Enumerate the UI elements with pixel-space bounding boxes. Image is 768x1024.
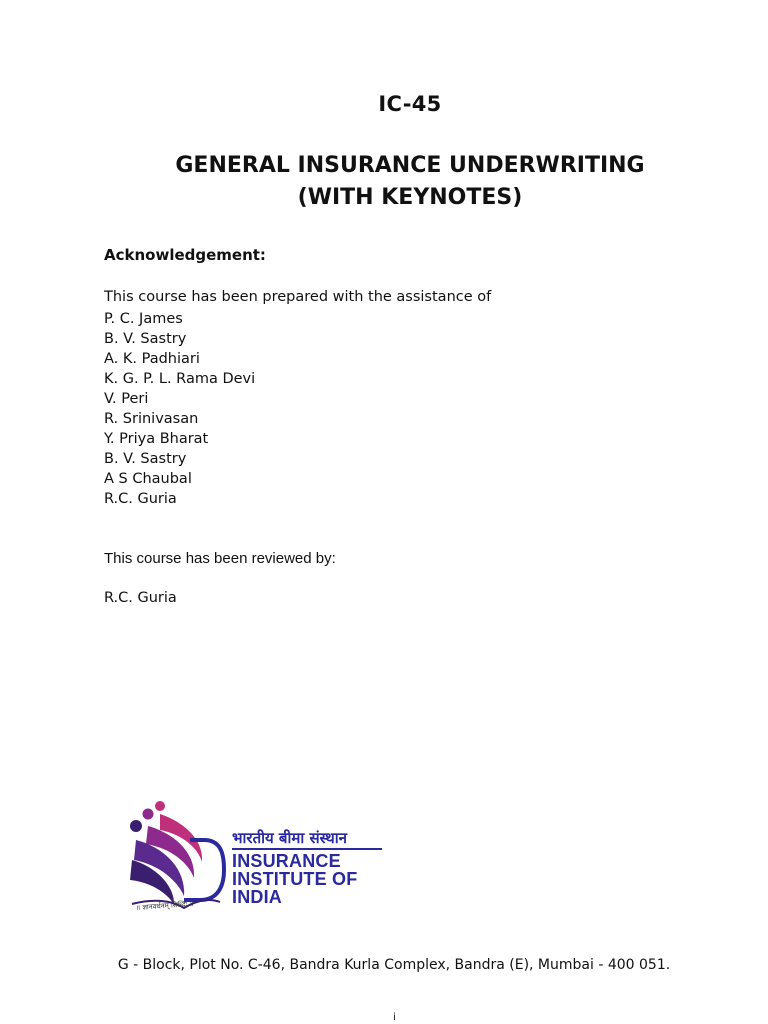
reviewer-name: R.C. Guria (104, 590, 177, 606)
acknowledgement-heading: Acknowledgement: (104, 246, 266, 264)
list-item: Y. Priya Bharat (104, 431, 209, 447)
course-code: IC-45 (378, 92, 442, 116)
list-item: R.C. Guria (104, 491, 177, 507)
list-item: B. V. Sastry (104, 451, 187, 467)
document-title (26, 150, 768, 214)
logo-dot (143, 809, 154, 820)
list-item: V. Peri (104, 391, 149, 407)
list-item: P. C. James (104, 311, 183, 327)
logo-motto: ॥ ज्ञानवर्धनम् सिध्दिः ॥ (135, 900, 194, 913)
address-footer: G - Block, Plot No. C-46, Bandra Kurla Complex, Bandra (E), Mumbai - 400 051. (117, 957, 671, 973)
logo-line-2: INSTITUTE OF (232, 869, 358, 889)
list-item: K. G. P. L. Rama Devi (104, 371, 256, 387)
logo-dot (155, 801, 165, 811)
logo-line-1: INSURANCE (232, 851, 341, 871)
logo-divider (232, 848, 382, 850)
title-line-2: (WITH KEYNOTES) (297, 185, 523, 210)
logo-line-3: INDIA (232, 887, 282, 907)
list-item: A. K. Padhiari (104, 351, 200, 367)
logo-dot (130, 820, 142, 832)
page-number: i (393, 1012, 396, 1023)
title-line-1: GENERAL INSURANCE UNDERWRITING (175, 153, 645, 178)
list-item: A S Chaubal (104, 471, 192, 487)
logo-hindi-name: भारतीय बीमा संस्थान (232, 829, 347, 847)
acknowledgement-intro: This course has been prepared with the assistance of (104, 289, 492, 305)
contributor-list (104, 309, 255, 509)
list-item: B. V. Sastry (104, 331, 187, 347)
list-item: R. Srinivasan (104, 411, 199, 427)
reviewed-by-label: This course has been reviewed by: (104, 550, 336, 567)
